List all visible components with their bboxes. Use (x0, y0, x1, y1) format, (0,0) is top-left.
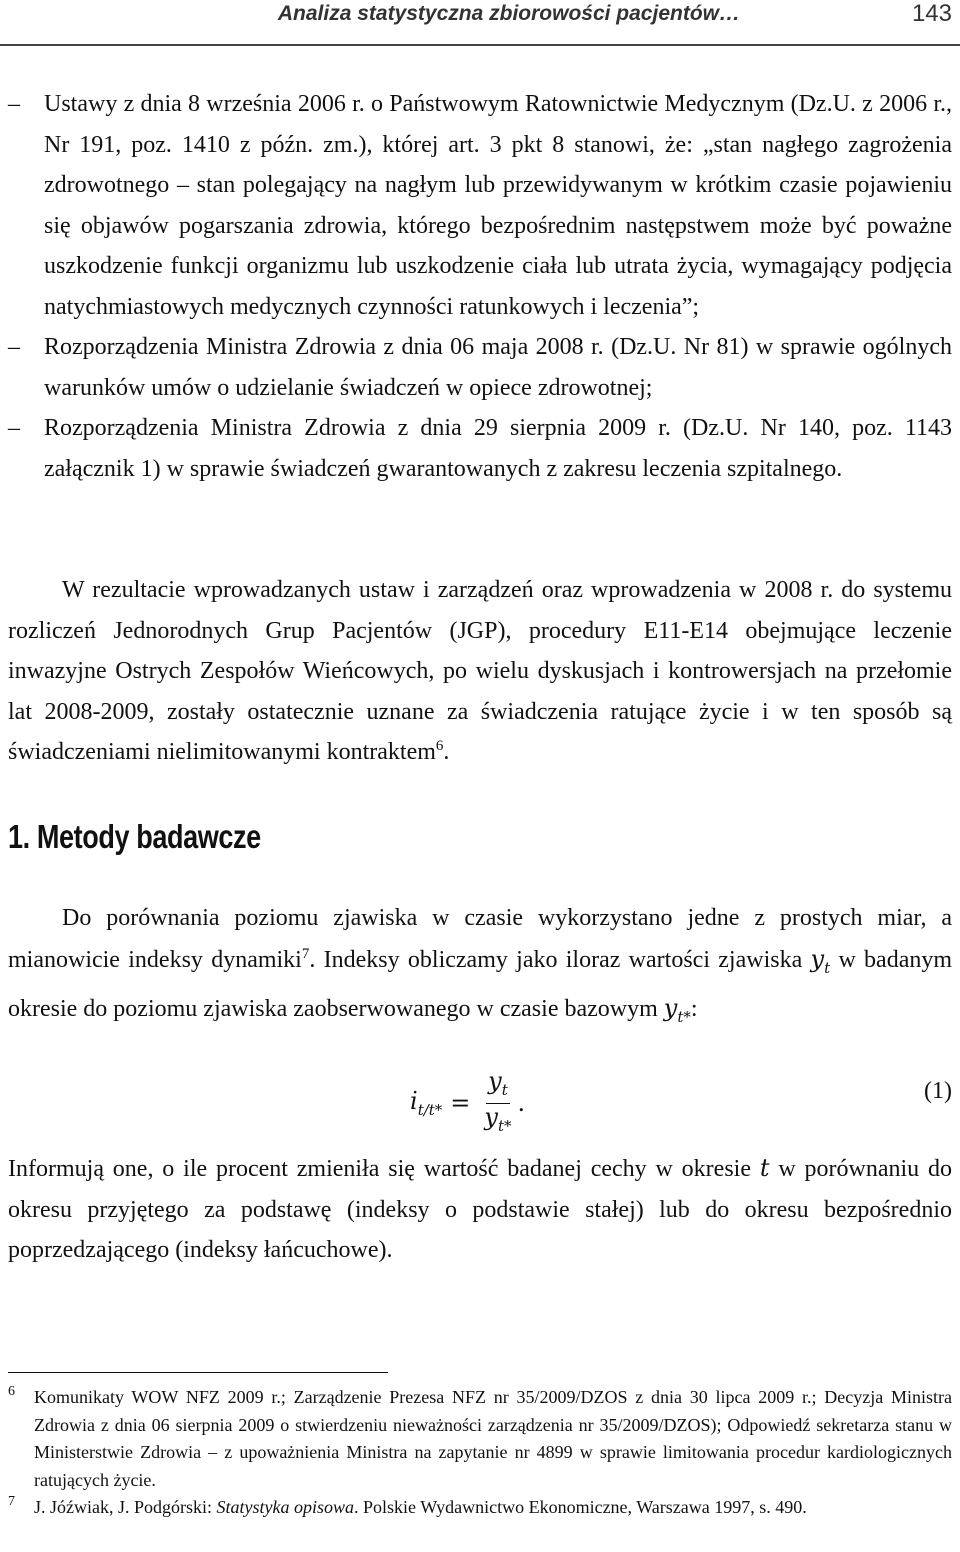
variable-t: t (759, 1154, 770, 1182)
footnote-mark: 6 (8, 1384, 15, 1399)
list-dash: – (8, 415, 20, 441)
footnote-7 (8, 1494, 952, 1522)
legal-acts-list (8, 84, 952, 489)
paragraph-end: . (443, 739, 450, 765)
footnote-authors: J. Jóźwiak, J. Podgórski: (34, 1497, 217, 1517)
equation-fraction (482, 1068, 513, 1139)
page-header (0, 0, 960, 46)
list-dash: – (8, 334, 20, 360)
list-item (8, 327, 952, 408)
list-item-text: Rozporządzenia Ministra Zdrowia z dnia 06 maja 2008 r. (Dz.U. Nr 81) w sprawie ogólnych warunków umów o udzielanie świadczeń w opiece zdrowotnej; (44, 334, 952, 401)
paragraph-results (8, 570, 952, 773)
variable-y-t: $y_t$ (810, 944, 831, 977)
paragraph-text: . Indeksy obliczamy jako iloraz wartości zjawiska (309, 946, 803, 973)
paragraph-text: Do porównania poziomu zjawiska w czasie wykorzystano jedne z prostych miar, a mianowicie indeksy dynamiki (8, 905, 952, 973)
variable-y-tstar: $y_{t*}$ (663, 993, 691, 1026)
equation-index (410, 1068, 525, 1139)
paragraph-text: W rezultacie wprowadzanych ustaw i zarządzeń oraz wprowadzenia w 2008 r. do systemu rozliczeń Jednorodnych Grup Pacjentów (JGP), procedury E11-E14 obejmujące leczenie inwazyjne Ostrych Zespołów Wieńcowych, po wielu dyskusjach i kontrowersjach na przełomie lat 2008-2009, zostały ostatecznie uznane za świadczenia ratujące życie i w ten sposób są świadczeniami nielimitowanymi kontraktem (8, 577, 952, 765)
list-dash: – (8, 91, 20, 117)
paragraph-text: w porównaniu do okresu przyjętego za podstawę (indeksy o podstawie stałej) lub do okresu bezpośrednio poprzedzającego (indeksy łańcuchowe). (8, 1156, 953, 1263)
list-item-text: Rozporządzenia Ministra Zdrowia z dnia 29 sierpnia 2009 r. (Dz.U. Nr 140, poz. 1143 załącznik 1) w sprawie świadczeń gwarantowanych z zakresu leczenia szpitalnego. (44, 415, 952, 482)
paragraph-text: w badanym okresie do poziomu zjawiska zaobserwowanego w czasie bazowym (8, 946, 953, 1022)
fraction-numerator: $y_t$ (486, 1068, 510, 1104)
footnotes (8, 1384, 952, 1522)
equation-number: (1) (924, 1078, 952, 1104)
footnote-ref[interactable]: 6 (435, 738, 444, 754)
paragraph-text: Informują one, o ile procent zmieniła się wartość badanej cechy w okresie (8, 1156, 751, 1182)
paragraph-colon: : (690, 995, 698, 1022)
footnote-ref[interactable]: 7 (301, 945, 310, 962)
equals-sign: = (450, 1089, 471, 1118)
section-heading: 1. Metody badawcze (8, 818, 261, 855)
footnote-mark: 7 (8, 1494, 15, 1509)
equation-lhs: $i_{t/t*}$ (410, 1087, 443, 1120)
footnote-publisher: . Polskie Wydawnictwo Ekonomiczne, Warszawa 1997, s. 490. (354, 1497, 807, 1517)
paragraph-interpretation (8, 1148, 952, 1271)
page-number: 143 (911, 0, 952, 27)
list-item (8, 84, 952, 327)
equation-period: . (517, 1089, 526, 1118)
footnote-book-title: Statystyka opisowa (216, 1497, 355, 1517)
footnote-6 (8, 1384, 952, 1494)
list-item (8, 408, 952, 489)
footnote-separator (8, 1372, 388, 1373)
running-title: Analiza statystyczna zbiorowości pacjentów… (277, 2, 740, 25)
paragraph-methods (8, 898, 952, 1037)
footnote-text: Komunikaty WOW NFZ 2009 r.; Zarządzenie Prezesa NFZ nr 35/2009/DZOS z dnia 30 lipca 2009 r.; Decyzja Ministra Zdrowia z dnia 06 sierpnia 2009 o stwierdzeniu nieważności zarządzenia nr 35/2009/DZOS); Odpowiedź sekretarza stanu w Ministerstwie Zdrowia – z upoważnienia Ministra na zapytanie nr 4899 w sprawie limitowania procedur kardiologicznych ratujących życie. (34, 1387, 952, 1490)
list-item-text: Ustawy z dnia 8 września 2006 r. o Państwowym Ratownictwie Medycznym (Dz.U. z 2006 r., Nr 191, poz. 1410 z późn. zm.), której art. 3 pkt 8 stanowi, że: „stan nagłego zagrożenia zdrowotnego – stan polegający na nagłym lub przewidywanym w krótkim czasie pojawieniu się objawów pogarszania zdrowia, którego bezpośrednim następstwem może być poważne uszkodzenie funkcji organizmu lub uszkodzenie ciała lub utrata życia, wymagający podjęcia natychmiastowych medycznych czynności ratunkowych i leczenia”; (44, 91, 952, 320)
fraction-denominator: $y_{t*}$ (484, 1102, 512, 1135)
